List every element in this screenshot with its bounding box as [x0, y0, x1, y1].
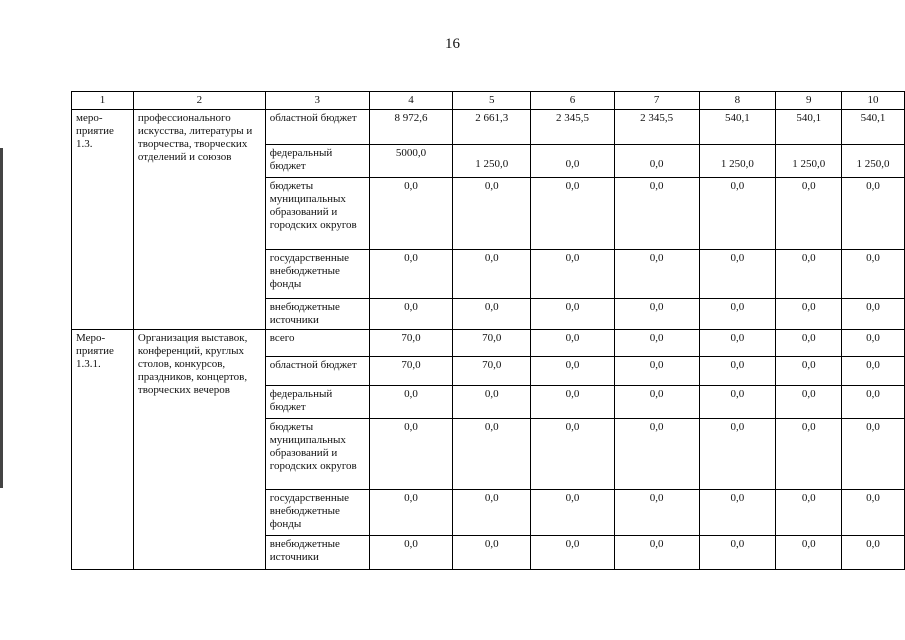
amount-cell: 0,0 [369, 419, 453, 490]
page-number: 16 [445, 36, 460, 52]
activity-code: меро- приятие 1.3. [72, 110, 134, 330]
amount-cell: 0,0 [776, 490, 842, 536]
header-cell: 1 [72, 92, 134, 110]
amount-cell: 0,0 [614, 145, 699, 178]
amount-cell: 0,0 [842, 386, 905, 419]
amount-cell: 0,0 [614, 536, 699, 570]
funding-source: государственные внебюджетные фонды [265, 490, 369, 536]
activity-code: Меро- приятие 1.3.1. [72, 330, 134, 570]
amount-cell: 0,0 [776, 250, 842, 299]
amount-cell: 2 345,5 [614, 110, 699, 145]
amount-cell: 0,0 [842, 357, 905, 386]
amount-cell: 0,0 [531, 250, 615, 299]
funding-source: федеральный бюджет [265, 145, 369, 178]
amount-cell: 70,0 [369, 357, 453, 386]
header-cell: 8 [699, 92, 776, 110]
funding-source: областной бюджет [265, 110, 369, 145]
amount-cell: 0,0 [531, 145, 615, 178]
amount-cell: 0,0 [369, 178, 453, 250]
funding-source: федеральный бюджет [265, 386, 369, 419]
activity-description: профессионального искусства, литературы и творчества, творческих отделений и союзов [133, 110, 265, 330]
amount-cell: 5000,0 [369, 145, 453, 178]
header-row [72, 92, 905, 110]
amount-cell: 1 250,0 [776, 145, 842, 178]
header-cell: 5 [453, 92, 531, 110]
funding-source: государственные внебюджетные фонды [265, 250, 369, 299]
amount-cell: 8 972,6 [369, 110, 453, 145]
amount-cell: 0,0 [531, 419, 615, 490]
amount-cell: 0,0 [842, 419, 905, 490]
amount-cell: 0,0 [842, 178, 905, 250]
amount-cell: 0,0 [842, 330, 905, 357]
funding-source: внебюджетные источники [265, 536, 369, 570]
amount-cell: 540,1 [842, 110, 905, 145]
amount-cell: 1 250,0 [453, 145, 531, 178]
amount-cell: 0,0 [842, 250, 905, 299]
amount-cell: 0,0 [776, 299, 842, 330]
amount-cell: 0,0 [531, 330, 615, 357]
amount-cell: 0,0 [776, 178, 842, 250]
amount-cell: 0,0 [531, 178, 615, 250]
amount-cell: 0,0 [776, 536, 842, 570]
amount-cell: 0,0 [531, 357, 615, 386]
header-cell: 6 [531, 92, 615, 110]
amount-cell: 0,0 [699, 357, 776, 386]
amount-cell: 0,0 [453, 250, 531, 299]
amount-cell: 70,0 [369, 330, 453, 357]
header-cell: 7 [614, 92, 699, 110]
amount-cell: 0,0 [776, 330, 842, 357]
amount-cell: 540,1 [699, 110, 776, 145]
amount-cell: 0,0 [842, 536, 905, 570]
amount-cell: 0,0 [453, 490, 531, 536]
amount-cell: 70,0 [453, 357, 531, 386]
amount-cell: 1 250,0 [842, 145, 905, 178]
amount-cell: 0,0 [614, 490, 699, 536]
header-cell: 3 [265, 92, 369, 110]
amount-cell: 0,0 [699, 178, 776, 250]
amount-cell: 0,0 [842, 299, 905, 330]
table-row [72, 110, 905, 145]
amount-cell: 1 250,0 [699, 145, 776, 178]
amount-cell: 0,0 [531, 536, 615, 570]
amount-cell: 540,1 [776, 110, 842, 145]
header-cell: 4 [369, 92, 453, 110]
amount-cell: 0,0 [614, 178, 699, 250]
amount-cell: 0,0 [699, 419, 776, 490]
amount-cell: 0,0 [369, 250, 453, 299]
amount-cell: 0,0 [614, 419, 699, 490]
amount-cell: 0,0 [453, 178, 531, 250]
amount-cell: 0,0 [453, 299, 531, 330]
amount-cell: 0,0 [531, 299, 615, 330]
funding-source: бюджеты муниципальных образований и городских округов [265, 178, 369, 250]
amount-cell: 0,0 [699, 250, 776, 299]
amount-cell: 0,0 [453, 386, 531, 419]
amount-cell: 0,0 [369, 299, 453, 330]
activity-description: Организация выставок, конференций, круглых столов, конкурсов, праздников, концертов, творческих вечеров [133, 330, 265, 570]
amount-cell: 0,0 [776, 419, 842, 490]
amount-cell: 2 661,3 [453, 110, 531, 145]
amount-cell: 70,0 [453, 330, 531, 357]
amount-cell: 0,0 [614, 330, 699, 357]
amount-cell: 0,0 [453, 536, 531, 570]
amount-cell: 0,0 [614, 299, 699, 330]
amount-cell: 0,0 [369, 536, 453, 570]
funding-source: всего [265, 330, 369, 357]
funding-source: внебюджетные источники [265, 299, 369, 330]
amount-cell: 0,0 [369, 490, 453, 536]
amount-cell: 0,0 [614, 357, 699, 386]
funding-source: областной бюджет [265, 357, 369, 386]
amount-cell: 0,0 [699, 536, 776, 570]
amount-cell: 0,0 [531, 386, 615, 419]
amount-cell: 0,0 [614, 386, 699, 419]
funding-source: бюджеты муниципальных образований и городских округов [265, 419, 369, 490]
header-cell: 9 [776, 92, 842, 110]
amount-cell: 0,0 [369, 386, 453, 419]
amount-cell: 0,0 [699, 490, 776, 536]
header-cell: 10 [842, 92, 905, 110]
amount-cell: 0,0 [699, 299, 776, 330]
amount-cell: 0,0 [699, 330, 776, 357]
header-cell: 2 [133, 92, 265, 110]
budget-table [71, 91, 905, 570]
scan-edge-mark [0, 148, 3, 488]
table-row [72, 330, 905, 357]
amount-cell: 0,0 [699, 386, 776, 419]
amount-cell: 0,0 [776, 357, 842, 386]
amount-cell: 0,0 [531, 490, 615, 536]
amount-cell: 0,0 [453, 419, 531, 490]
amount-cell: 0,0 [776, 386, 842, 419]
amount-cell: 2 345,5 [531, 110, 615, 145]
amount-cell: 0,0 [614, 250, 699, 299]
amount-cell: 0,0 [842, 490, 905, 536]
